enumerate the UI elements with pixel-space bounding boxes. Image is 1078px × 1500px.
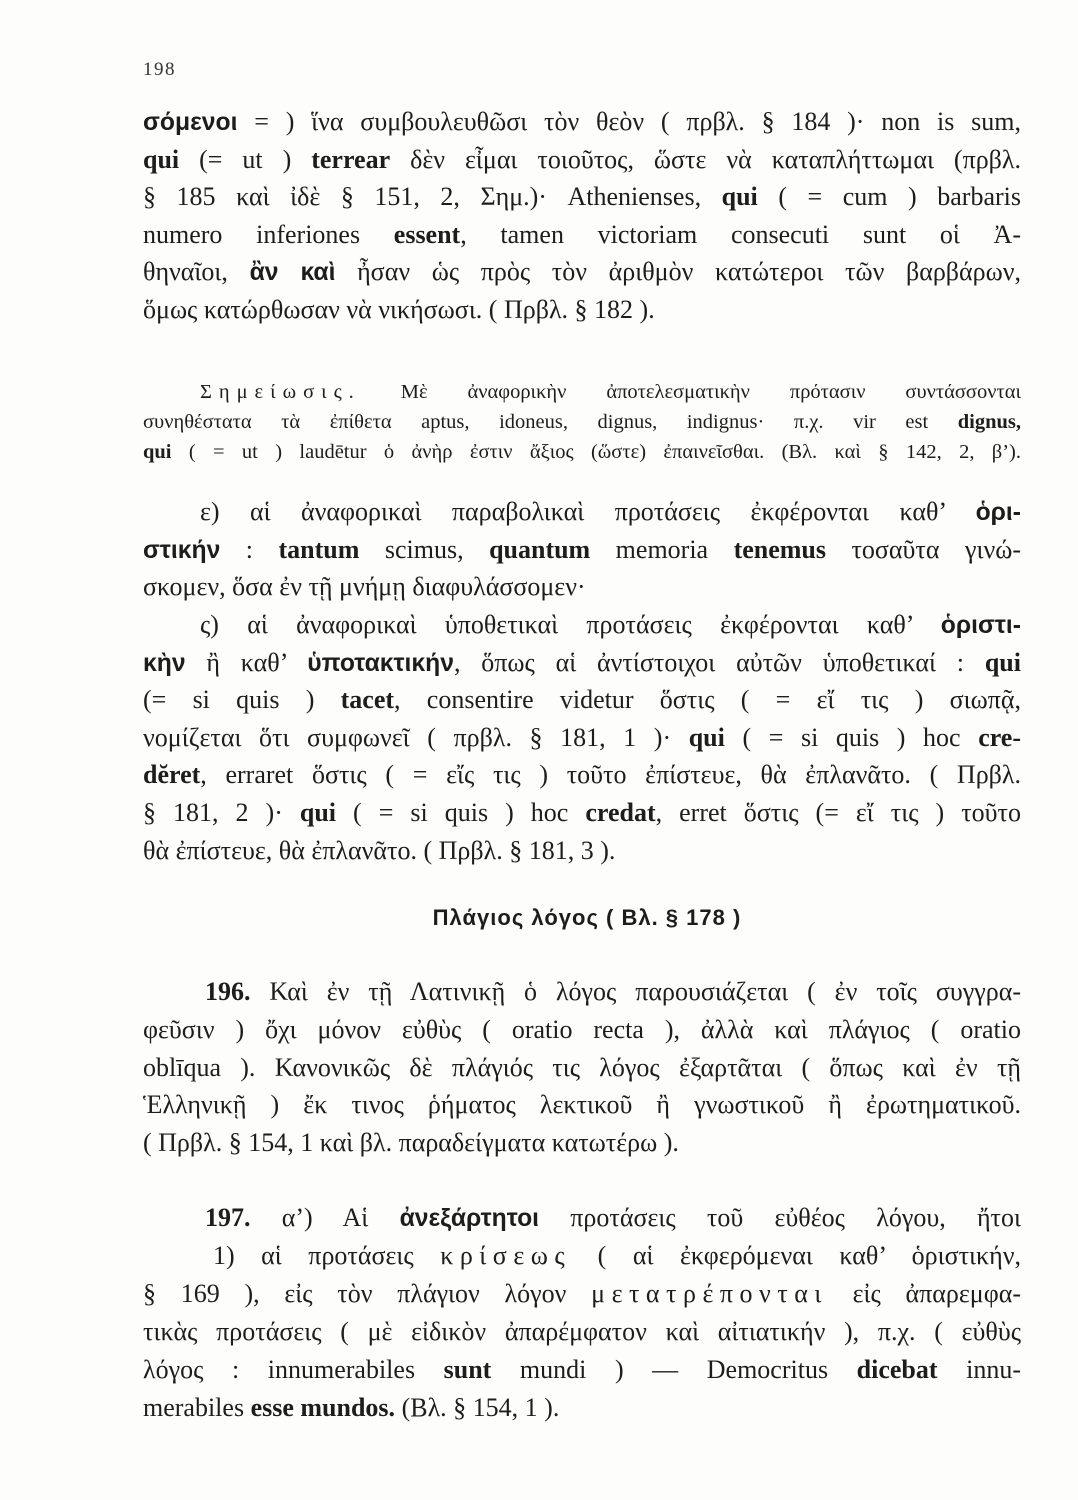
text-run: (= si quis ): [143, 685, 341, 715]
bold-text: esse mundos.: [250, 1393, 396, 1422]
text-run: εἰς ἀπαρεμφα-: [827, 1279, 1021, 1308]
text-run: ε) αἱ ἀναφορικαὶ παραβολικαὶ προτάσεις ἐκφέρονται καθ’: [200, 497, 976, 526]
text-run: Μὲ ἀναφορικὴν ἀποτελεσματικὴν πρότασιν συντάσσονται: [360, 381, 1021, 403]
text-run: λόγος : innumerabiles: [143, 1355, 444, 1384]
text-run: , ὅπως αἱ ἀντίστοιχοι αὐτῶν ὑποθετικαί :: [453, 647, 985, 677]
text-run: ἦσαν ὡς πρὸς τὸν ἀριθμὸν κατώτεροι τῶν βαρβάρων,: [335, 257, 1021, 287]
text-run: :: [220, 534, 279, 564]
text-line: [143, 681, 1021, 719]
text-line: [143, 1124, 1021, 1162]
text-run: scimus,: [359, 534, 490, 564]
text-run: ( = si quis ) hoc: [336, 797, 586, 827]
text-run: ( = cum ) barbaris: [757, 182, 1021, 212]
text-run: φεῦσιν ) ὄχι μόνον εὐθὺς ( oratio recta ), ἀλλὰ καὶ πλάγιος ( oratio: [143, 1014, 1021, 1044]
text-run: ἢ καθ’: [185, 647, 308, 677]
bold-text: ἀνεξάρτητοι: [399, 1205, 540, 1232]
text-run: § 185 καὶ ἰδὲ § 151, 2, Σημ.)· Athenienses,: [143, 182, 722, 212]
text-run: προτάσεις τοῦ εὐθέος λόγου, ἤτοι: [539, 1203, 1021, 1232]
text-run: Καὶ ἐν τῇ Λατινικῇ ὁ λόγος παρουσιάζεται ( ἐν τοῖς συγγρα-: [250, 977, 1021, 1006]
text-run: (= ut ): [179, 144, 312, 174]
text-run: θὰ ἐπίστευε, θὰ ἐπλανᾶτο. ( Πρβλ. § 181, 3 ).: [143, 835, 616, 865]
paragraph-stigma: [143, 606, 1021, 869]
bold-text: 196.: [205, 977, 251, 1006]
bold-text: qui: [688, 722, 725, 752]
bold-text: dĕret: [143, 760, 201, 790]
bold-text: qui: [721, 182, 758, 212]
bold-text: ὑποτακτικήν: [307, 649, 454, 677]
bold-text: qui: [299, 797, 337, 827]
spaced-text: κρίσεως: [440, 1241, 572, 1270]
text-line: [143, 606, 1021, 644]
text-line: [143, 568, 1021, 606]
text-run: ( = ut ) laudētur ὁ ἀνὴρ ἐστιν ἄξιος (ὥστε) ἐπαινεῖσθαι. (Βλ. καὶ § 142, 2, β’).: [171, 441, 1021, 463]
page-number: 198: [143, 59, 176, 80]
section-196: [143, 973, 1021, 1162]
text-line: [143, 832, 1021, 870]
text-run: , erret ὅστις (= εἴ τις ) τοῦτο: [655, 797, 1021, 827]
paragraph-epsilon: [143, 493, 1021, 606]
text-run: ( αἱ ἐκφερόμεναι καθ’ ὁριστικήν,: [571, 1241, 1021, 1270]
text-line: [143, 973, 1021, 1011]
bold-text: credat: [585, 797, 656, 827]
text-line: [143, 1011, 1021, 1049]
text-line: [143, 1351, 1021, 1389]
bold-text: tenemus: [733, 534, 826, 564]
text-run: ὅμως κατώρθωσαν νὰ νικήσωσι. ( Πρβλ. § 182 ).: [143, 294, 655, 324]
text-run: § 169 ), εἰς τὸν πλάγιον λόγον: [143, 1279, 592, 1308]
text-run: ς) αἱ ἀναφορικαὶ ὑποθετικαὶ προτάσεις ἐκφέρονται καθ’: [200, 610, 941, 639]
bold-text: σόμενοι: [143, 109, 238, 136]
text-line: [143, 178, 1021, 216]
text-run: 1) αἱ προτάσεις: [213, 1241, 441, 1270]
text-line: [143, 103, 1021, 141]
text-line: [143, 377, 1021, 407]
bold-text: κὴν: [143, 649, 186, 677]
bold-text: tantum: [278, 534, 360, 564]
section-197: [143, 1199, 1021, 1427]
text-line: [143, 1237, 1021, 1275]
text-line: [143, 407, 1021, 437]
spaced-text: Σημείωσις.: [200, 381, 361, 403]
text-run: numero inferiones: [143, 219, 394, 249]
text-line: [143, 1199, 1021, 1237]
text-line: [143, 437, 1021, 467]
text-run: δὲν εἶμαι τοιοῦτος, ὥστε νὰ καταπλήττωμαι (πρβλ.: [390, 144, 1022, 174]
text-run: innu-: [937, 1355, 1021, 1384]
text-line: [143, 794, 1021, 832]
text-line: [143, 1313, 1021, 1351]
text-line: [143, 531, 1021, 569]
text-line: [143, 141, 1021, 179]
text-run: θηναῖοι,: [143, 257, 250, 287]
text-run: = ) ἵνα συμβουλευθῶσι τὸν θεὸν ( πρβλ. § 184 )· non is sum,: [237, 107, 1021, 136]
text-line: [143, 216, 1021, 254]
text-run: , tamen victoriam consecuti sunt οἱ Ἀ-: [460, 219, 1021, 249]
bold-text: qui: [143, 441, 172, 463]
bold-text: dicebat: [856, 1355, 938, 1384]
text-line: [143, 1086, 1021, 1124]
text-run: § 181, 2 )·: [143, 797, 300, 827]
bold-text: quantum: [489, 534, 591, 564]
text-run: τοσαῦτα γινώ-: [826, 534, 1021, 564]
text-run: (Βλ. § 154, 1 ).: [395, 1393, 560, 1422]
bold-text: qui: [143, 144, 180, 174]
text-line: [143, 1049, 1021, 1087]
paragraph-continuation: [143, 103, 1021, 329]
text-run: merabiles: [143, 1393, 251, 1422]
text-line: [143, 644, 1021, 682]
text-run: mundi ) — Democritus: [491, 1355, 857, 1384]
spaced-text: μετατρέπονται: [591, 1279, 828, 1308]
text-run: σκομεν, ὅσα ἐν τῇ μνήμῃ διαφυλάσσομεν·: [143, 572, 586, 602]
bold-text: dignus,: [957, 411, 1021, 433]
bold-text: terrear: [311, 144, 391, 174]
bold-text: στικήν: [143, 536, 221, 564]
text-line: [143, 1275, 1021, 1313]
text-run: , consentire videtur ὅστις ( = εἴ τις ) σιωπᾷ,: [394, 685, 1021, 715]
bold-text: ἂν καὶ: [249, 259, 336, 287]
bold-text: sunt: [443, 1355, 492, 1384]
text-run: ( Πρβλ. § 154, 1 καὶ βλ. παραδείγματα κατωτέρω ).: [143, 1128, 679, 1158]
text-line: [143, 493, 1021, 531]
text-run: τικὰς προτάσεις ( μὲ εἰδικὸν ἀπαρέμφατον καὶ αἰτιατικήν ), π.χ. ( εὐθὺς: [143, 1317, 1021, 1346]
bold-text: 197.: [205, 1203, 251, 1232]
text-line: [143, 756, 1021, 794]
section-heading: Πλάγιος λόγος ( Βλ. § 178 ): [432, 905, 742, 930]
note-paragraph: [143, 377, 1021, 467]
text-line: [143, 719, 1021, 757]
text-run: νομίζεται ὅτι συμφωνεῖ ( πρβλ. § 181, 1 )·: [143, 722, 689, 752]
bold-text: essent: [393, 219, 461, 249]
text-run: α’) Αἱ: [250, 1203, 400, 1232]
text-run: oblīqua ). Κανονικῶς δὲ πλάγιός τις λόγος ἐξαρτᾶται ( ὅπως καὶ ἐν τῇ: [143, 1052, 1021, 1082]
text-run: ( = si quis ) hoc: [724, 722, 979, 752]
text-run: συνηθέστατα τὰ ἐπίθετα aptus, idoneus, dignus, indignus· π.χ. vir est: [143, 411, 958, 433]
text-run: memoria: [590, 534, 734, 564]
bold-text: cre-: [978, 722, 1021, 752]
bold-text: ὁρι-: [975, 499, 1021, 526]
text-line: [143, 1389, 1021, 1427]
text-line: [143, 291, 1021, 329]
text-run: Ἑλληνικῇ ) ἔκ τινος ῥήματος λεκτικοῦ ἢ γνωστικοῦ ἢ ἐρωτηματικοῦ.: [143, 1090, 1021, 1120]
bold-text: qui: [984, 647, 1021, 677]
bold-text: tacet: [340, 685, 395, 715]
bold-text: ὁριστι-: [940, 612, 1021, 639]
text-line: [143, 253, 1021, 291]
text-run: , erraret ὅστις ( = εἴς τις ) τοῦτο ἐπίστευε, θὰ ἐπλανᾶτο. ( Πρβλ.: [200, 760, 1021, 790]
